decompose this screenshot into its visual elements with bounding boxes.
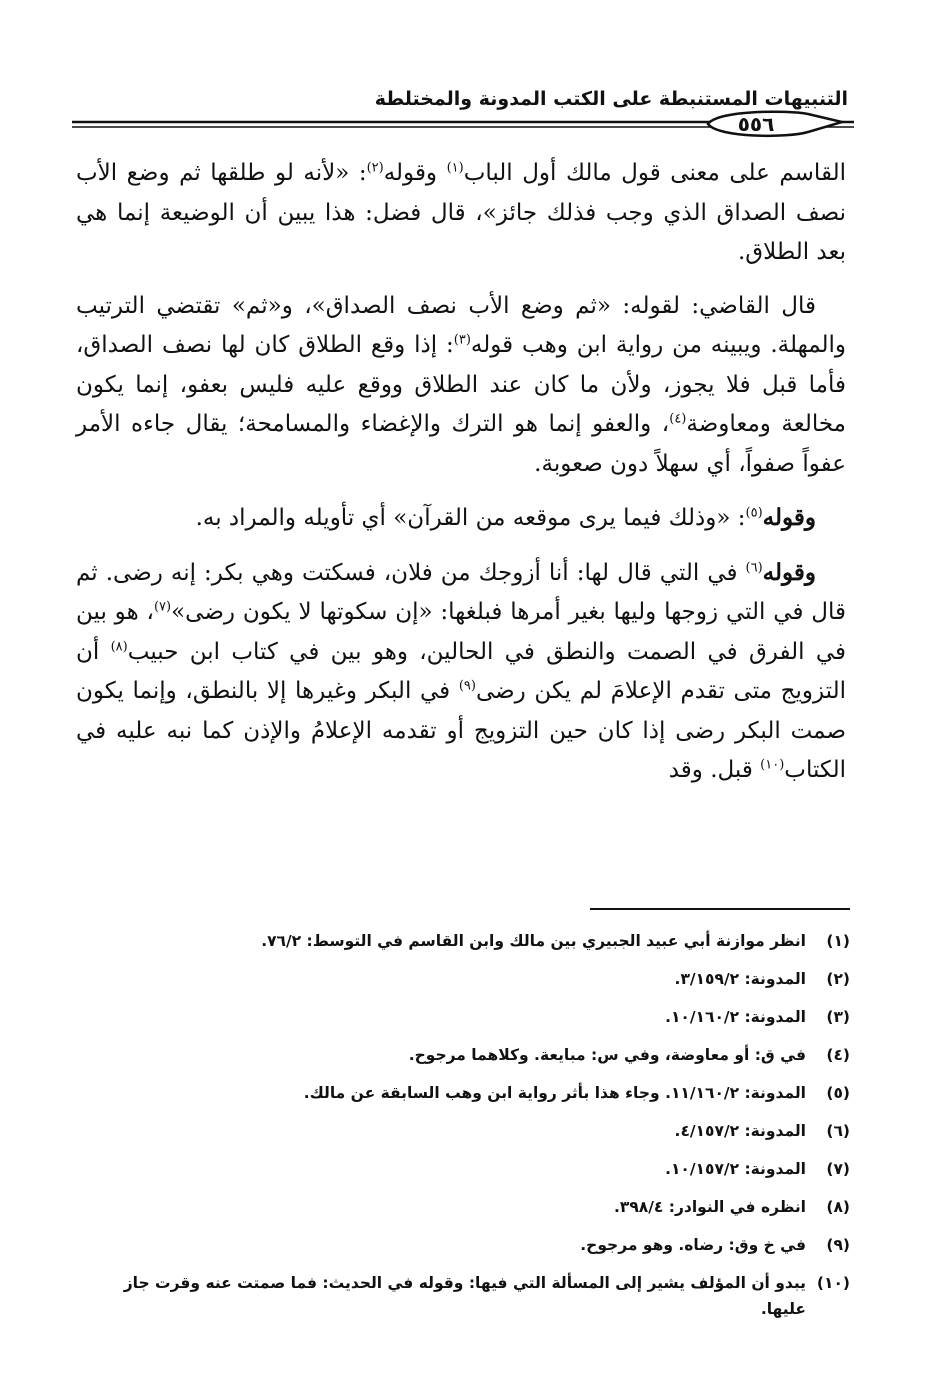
footnote-ref-1[interactable]: (١): [446, 160, 464, 176]
footnote: (٢) المدونة: ٣/١٥٩/٢.: [674, 970, 850, 988]
footnote: (٣) المدونة: ١٠/١٦٠/٢.: [665, 1008, 850, 1026]
paragraph-1: القاسم على معنى قول مالك أول الباب$^{(١)}$ وقوله$^{(٢)}$: «لأنه لو طلقها ثم وضع الأب نصف الصداق الذي وجب فذلك جائز»، قال فضل: هذا يبين أن الوضيعة إنما هي بعد الطلاق.: [76, 160, 846, 265]
footnote: (١) انظر موازنة أبي عبيد الجبيري بين مالك وابن القاسم في التوسط: ٧٦/٢.: [261, 932, 850, 950]
footnotes: [80, 924, 850, 1322]
footnote-ref-6[interactable]: (٦): [745, 559, 763, 575]
footnote-ref-2[interactable]: (٢): [366, 160, 384, 176]
footnote-ref-9[interactable]: (٩): [458, 678, 476, 694]
footnote-ref-7[interactable]: (٧): [153, 599, 172, 615]
footnote: (٤) في ق: أو معاوضة، وفي س: مبايعة. وكلاهما مرجوح.: [408, 1046, 850, 1064]
footnote: (١٠) يبدو أن المؤلف يشير إلى المسألة التي فيها: وقوله في الحديث: فما صمتت عنه وقرت جاز عليها.: [123, 1274, 850, 1318]
paragraph-2: قال القاضي: لقوله: «ثم وضع الأب نصف الصداق»، و«ثم» تقتضي الترتيب والمهلة. ويبينه من رواية ابن وهب قوله$^{(٣)}$: إذا وقع الطلاق كان لها نصف الصداق، فأما قبل فلا يجوز، ولأن ما كان عند الطلاق ووقع عليه فليس بعفو، إنما يكون مخالعة ومعاوضة$^{(٤)}$، والعفو إنما هو الترك والإغضاء والمسامحة؛ يقال جاءه الأمر عفواً صفواً، أي سهلاً دون صعوبة.: [76, 292, 847, 477]
footnote: (٧) المدونة: ١٠/١٥٧/٢.: [665, 1160, 850, 1178]
page-number: ٥٥٦: [737, 112, 775, 136]
paragraph-4: وقوله$^{(٦)}$ في التي قال لها: أنا أزوجك من فلان، فسكتت وهي بكر: إنه رضى. ثم قال في التي زوجها وليها بغير أمرها فبلغها: «إن سكوتها لا يكون رضى»$^{(٧)}$، هو بين في الفرق في الصمت والنطق في الحالين، وهو بين في كتاب ابن حبيب$^{(٨)}$ أن التزويج متى تقدم الإعلامَ لم يكن رضى$^{(٩)}$ في البكر وغيرها إلا بالنطق، وإنما يكون صمت البكر رضى إذا كان حين التزويج أو تقدمه الإعلامُ والإذن كما نبه عليه في الكتاب$^{(١٠)}$ قبل. وقد: [76, 558, 847, 783]
main-text: [76, 154, 846, 805]
footnote-ref-3[interactable]: (٣): [453, 332, 471, 348]
footnote: (٩) في خ وق: رضاه. وهو مرجوح.: [580, 1236, 850, 1254]
footnote-ref-8[interactable]: (٨): [110, 638, 128, 654]
footnote-ref-10[interactable]: (١٠): [760, 757, 785, 773]
paragraph-3: وقوله$^{(٥)}$: «وذلك فيما يرى موقعه من القرآن» أي تأويله والمراد به.: [195, 504, 816, 531]
footnote: (٨) انظره في النوادر: ٣٩٨/٤.: [613, 1198, 850, 1216]
running-title: التنبيهات المستنبطة على الكتب المدونة والمختلطة: [374, 88, 848, 110]
footnote-separator: [590, 908, 850, 910]
footnote: (٥) المدونة: ١١/١٦٠/٢. وجاء هذا بأثر رواية ابن وهب السابقة عن مالك.: [303, 1084, 850, 1102]
footnote-ref-5[interactable]: (٥): [745, 505, 763, 521]
footnote-ref-4[interactable]: (٤): [669, 411, 687, 427]
footnote: (٦) المدونة: ٤/١٥٧/٢.: [674, 1122, 850, 1140]
